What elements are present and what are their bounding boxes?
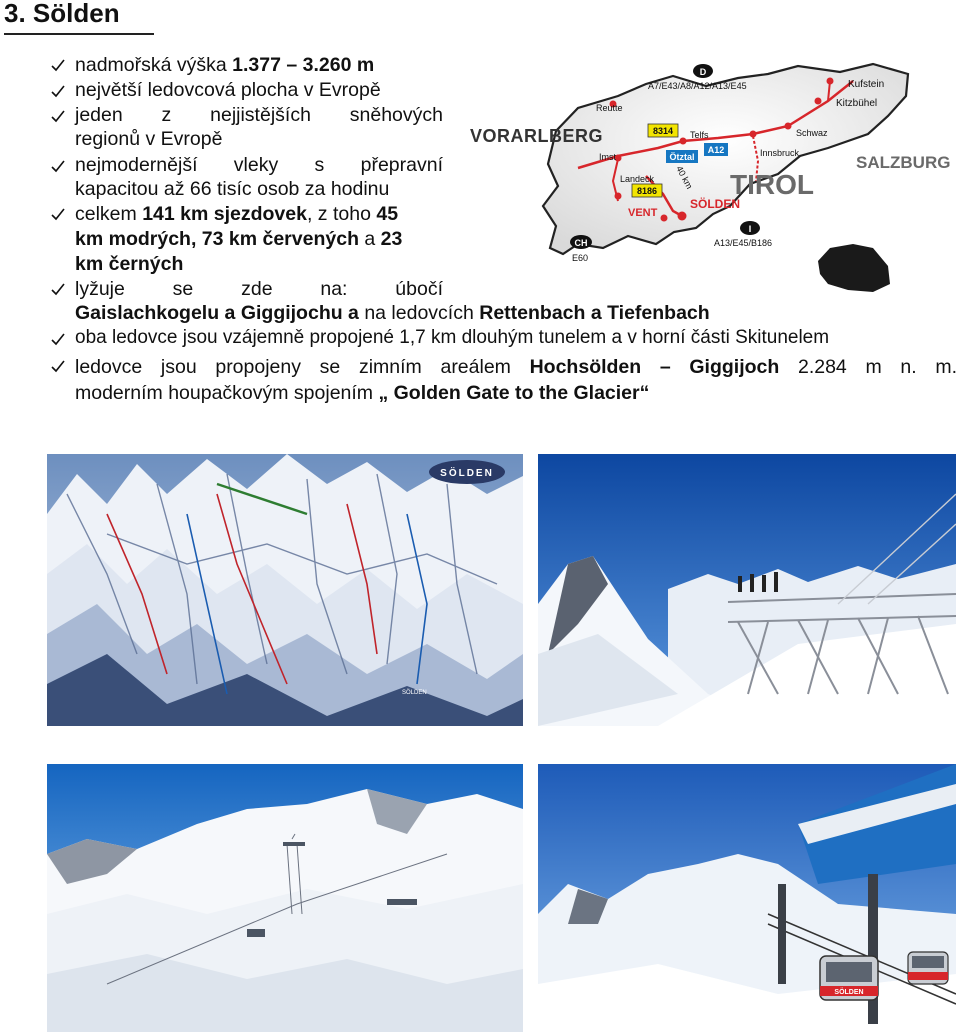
map-place-innsbruck: Innsbruck xyxy=(760,148,800,158)
bullet-pistes-line2 xyxy=(75,227,402,251)
map-road-ch: E60 xyxy=(572,253,589,263)
word: zimním xyxy=(358,356,422,378)
map-place-reutte: Reutte xyxy=(596,103,623,113)
map-road-a12: A12 xyxy=(707,145,725,155)
word: propojeny xyxy=(215,356,301,378)
map-country-i: I xyxy=(748,224,752,234)
bullet-glacier: největší ledovcová plocha v Evropě xyxy=(75,79,381,101)
viewing-platform-photo xyxy=(538,454,956,726)
altitude-value: 1.377 – 3.260 m xyxy=(232,54,375,76)
word: na: xyxy=(320,278,348,300)
check-icon xyxy=(51,110,65,123)
map-country-d: D xyxy=(699,67,707,77)
word: jeden xyxy=(75,104,123,126)
map-road-8186: 8186 xyxy=(636,186,658,196)
map-label-tirol: TIROL xyxy=(730,169,814,200)
check-icon xyxy=(51,85,65,98)
bullet-skiing-line1 xyxy=(75,277,443,301)
word: lyžuje xyxy=(75,278,125,300)
map-country-ch: CH xyxy=(574,238,588,248)
check-icon xyxy=(51,160,65,173)
bullet-tunnel: oba ledovce jsou vzájemně propojené 1,7 km dlouhým tunelem a v horní části Skitunelem xyxy=(75,327,830,348)
map-place-imst: Imst xyxy=(599,152,616,162)
text: celkem xyxy=(75,203,143,225)
map-road-8314: 8314 xyxy=(652,126,674,136)
word: se xyxy=(172,278,194,300)
map-label-salzburg: SALZBURG xyxy=(856,153,951,172)
pistes-black-label: km černých xyxy=(75,253,184,275)
word: úbočí xyxy=(395,278,443,300)
check-icon xyxy=(51,283,65,296)
bullet-lifts-line1 xyxy=(75,153,443,177)
bullet-altitude xyxy=(75,53,374,77)
map-place-telfs: Telfs xyxy=(690,130,709,140)
word: sněhových xyxy=(349,104,443,126)
text: na ledovcích xyxy=(358,302,480,324)
map-road-south: A13/E45/B186 xyxy=(714,238,773,248)
map-country-a: A xyxy=(890,267,899,281)
map-road-oetztal: Ötztal xyxy=(669,152,695,162)
word: z xyxy=(161,104,172,126)
word: přepravní xyxy=(360,154,443,176)
map-place-landeck: Landeck xyxy=(620,174,655,184)
word: Giggijoch xyxy=(689,356,780,378)
map-distance: 40 km xyxy=(674,164,695,191)
word: Hochsölden xyxy=(529,356,642,378)
word: s xyxy=(314,154,325,176)
word: zde xyxy=(241,278,273,300)
bullet-lifts-line2: kapacitou až 66 tisíc osob za hodinu xyxy=(75,178,390,200)
golden-gate-name: Golden Gate to the Glacier xyxy=(393,382,640,404)
word: 2.284 xyxy=(797,356,847,378)
map-label-vorarlberg: VORARLBERG xyxy=(470,126,604,146)
quote-close: “ xyxy=(639,382,650,404)
bullet-connection-line1 xyxy=(75,355,957,379)
word: m xyxy=(865,356,882,378)
bullet-skiing-line2 xyxy=(75,301,710,325)
pistes-total: 141 km sjezdovek xyxy=(142,203,307,225)
word: jsou xyxy=(160,356,197,378)
tirol-map xyxy=(468,56,958,296)
mountain-slope-photo xyxy=(47,764,523,1032)
check-icon xyxy=(51,360,65,373)
word: se xyxy=(319,356,341,378)
map-place-vent: VENT xyxy=(628,207,658,219)
text: , z toho xyxy=(306,203,377,225)
map-place-kitzbuehel: Kitzbühel xyxy=(836,98,878,109)
piste-logo: SÖLDEN xyxy=(440,468,494,479)
text: moderním houpačkovým spojením xyxy=(75,382,379,404)
page-title: 3. Sölden xyxy=(4,0,120,28)
pistes-black: 23 xyxy=(380,228,403,250)
areas: Gaislachkogelu a Giggijochu a xyxy=(75,302,359,324)
word: n. xyxy=(900,356,917,378)
word: m. xyxy=(935,356,957,378)
check-icon xyxy=(51,208,65,221)
check-icon xyxy=(51,333,65,346)
check-icon xyxy=(51,59,65,72)
gondola-photo xyxy=(538,764,956,1032)
map-place-soelden: SÖLDEN xyxy=(690,197,741,211)
map-place-schwaz: Schwaz xyxy=(796,128,828,138)
text: a xyxy=(358,228,381,250)
bullet-connection-line2 xyxy=(75,381,649,405)
pistes-blue-red: km modrých, 73 km červených xyxy=(75,228,359,250)
gondola-logo: SÖLDEN xyxy=(834,989,864,996)
map-place-kufstein: Kufstein xyxy=(848,79,885,90)
word: – xyxy=(659,356,671,378)
bullet-snow-line2: regionů v Evropě xyxy=(75,128,223,150)
map-road-north: A7/E43/A8/A12/A13/E45 xyxy=(648,81,747,91)
bullet-snow-line1 xyxy=(75,103,443,127)
glaciers: Rettenbach a Tiefenbach xyxy=(479,302,710,324)
word: ledovce xyxy=(75,356,143,378)
bullet-pistes-line1 xyxy=(75,202,398,226)
word: nejjistějších xyxy=(210,104,311,126)
pistes-blue: 45 xyxy=(376,203,399,225)
piste-map-photo xyxy=(47,454,523,726)
quote-open: „ xyxy=(378,382,394,404)
piste-footer: SÖLDEN xyxy=(402,690,427,696)
word: areálem xyxy=(440,356,511,378)
bullet-text: nadmořská výška xyxy=(75,54,233,76)
title-underline xyxy=(4,33,154,35)
word: vleky xyxy=(233,154,279,176)
word: nejmodernější xyxy=(75,154,198,176)
bullet-pistes-line3 xyxy=(75,252,183,276)
